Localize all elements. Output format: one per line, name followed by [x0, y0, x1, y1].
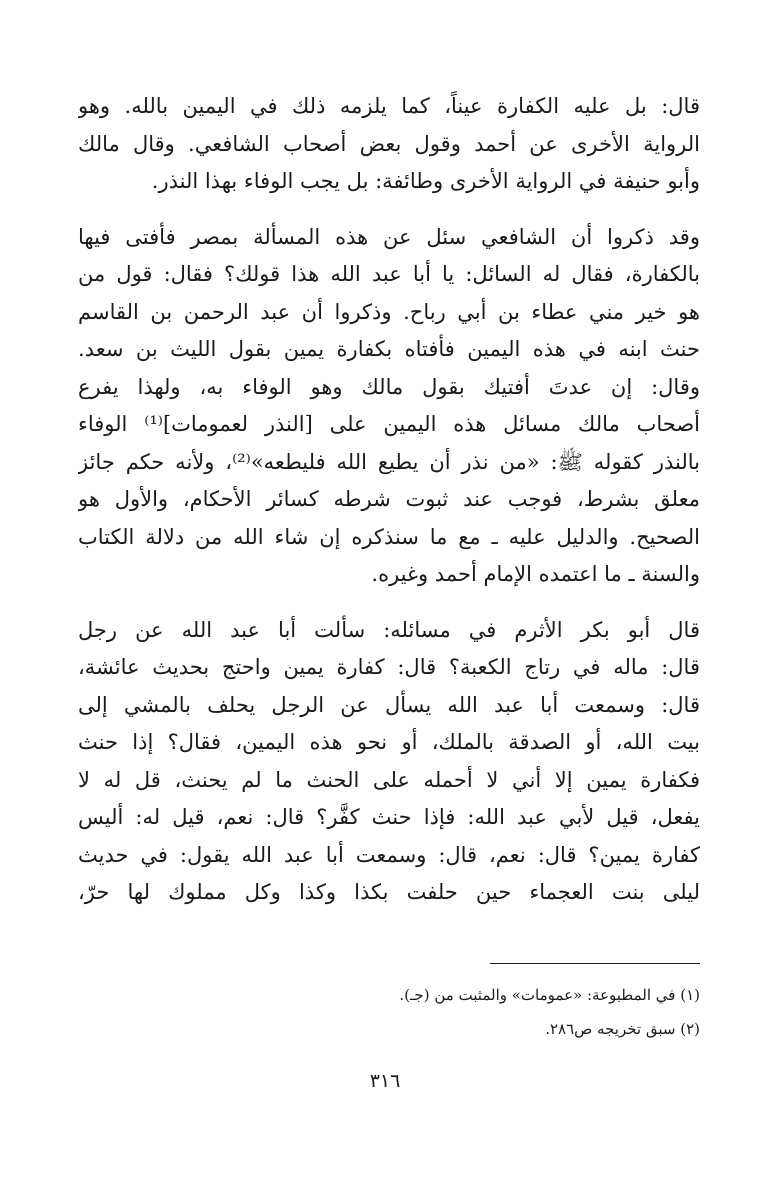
- text-line: يفعل، قيل لأبي عبد الله: فإذا حنث كفَّر؟ قال: نعم، قيل له: أليس: [78, 805, 700, 829]
- text-line: بيت الله، أو الصدقة بالملك، أو نحو هذه اليمين، فقال؟ إذا حنث: [78, 730, 700, 754]
- footnote-divider: [490, 963, 700, 964]
- text-line: قال: وسمعت أبا عبد الله يسأل عن الرجل يحلف بالمشي إلى: [78, 692, 700, 717]
- text-line: هو خير مني عطاء بن أبي رباح. وذكروا أن عبد الرحمن بن القاسم: [78, 299, 700, 324]
- text-line: فكفارة يمين إلا أني لا أحمله على الحنث ما لم يحنث، قل له لا: [78, 767, 700, 792]
- text-line: وقد ذكروا أن الشافعي سئل عن هذه المسألة بمصر فأفتى فيها: [78, 224, 700, 249]
- text-line: وقال: إن عدتَ أفتيك بقول مالك وهو الوفاء به، ولهذا يفرع: [78, 374, 700, 399]
- footnote-2: (٢) سبق تخريجه ص٢٨٦.: [545, 1020, 700, 1038]
- main-text: [78, 88, 700, 912]
- text-line: وأبو حنيفة في الرواية الأخرى وطائفة: بل يجب الوفاء بهذا النذر.: [151, 169, 700, 193]
- text-line: قال أبو بكر الأثرم في مسائله: سألت أبا عبد الله عن رجل: [78, 617, 700, 642]
- footnotes: [140, 978, 700, 1046]
- text-line: أصحاب مالك مسائل هذه اليمين على [النذر لعمومات]⁽¹⁾ الوفاء: [78, 412, 700, 436]
- paragraph-2: [78, 219, 700, 594]
- paragraph-3: [78, 612, 700, 912]
- paragraph-1: [78, 88, 700, 201]
- text-line: كفارة يمين؟ قال: نعم، قال: وسمعت أبا عبد الله يقول: في حديث: [78, 842, 700, 867]
- text-line: الصحيح. والدليل عليه ـ مع ما سنذكره إن شاء الله من دلالة الكتاب: [78, 524, 700, 549]
- text-line: قال: ماله في رتاج الكعبة؟ قال: كفارة يمين واحتج بحديث عائشة،: [78, 655, 700, 679]
- text-line: قال: بل عليه الكفارة عيناً، كما يلزمه ذلك في اليمين بالله. وهو: [78, 94, 700, 118]
- page-number: ٣١٦: [369, 1070, 401, 1092]
- footnote-1: (١) في المطبوعة: «عمومات» والمثبت من (جـ).: [399, 986, 700, 1004]
- text-line: بالنذر كقوله ﷺ: «من نذر أن يطيع الله فليطعه»⁽²⁾، ولأنه حكم جائز: [78, 449, 700, 474]
- text-line: بالكفارة، فقال له السائل: يا أبا عبد الله هذا قولك؟ فقال: قول من: [78, 262, 700, 286]
- text-line: ليلى بنت العجماء حين حلفت بكذا وكذا وكل مملوك لها حرّ،: [78, 880, 700, 904]
- text-line: معلق بشرط، فوجب عند ثبوت شرطه كسائر الأحكام، والأول هو: [78, 487, 700, 511]
- text-line: الرواية الأخرى عن أحمد وقول بعض أصحاب الشافعي. وقال مالك: [78, 131, 700, 156]
- text-line: والسنة ـ ما اعتمده الإمام أحمد وغيره.: [371, 562, 700, 586]
- text-line: حنث ابنه في هذه اليمين فأفتاه بكفارة يمين بقول الليث بن سعد.: [78, 337, 700, 361]
